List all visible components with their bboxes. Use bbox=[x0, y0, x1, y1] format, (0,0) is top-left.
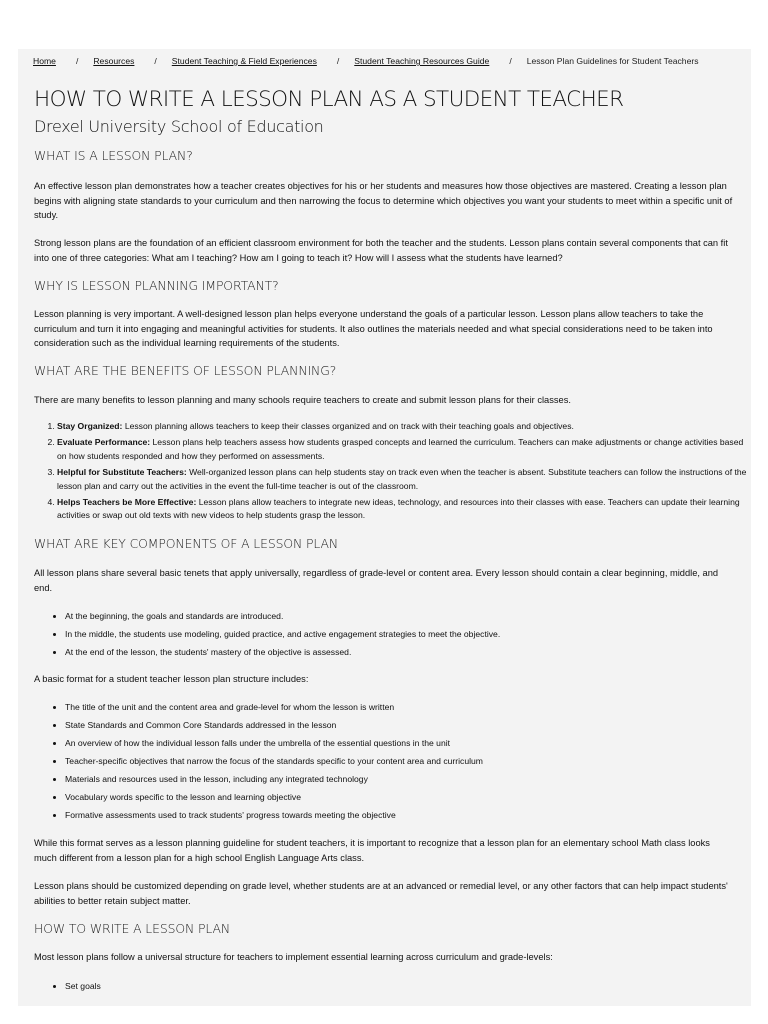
breadcrumb-student-teaching-link[interactable]: Student Teaching & Field Experiences bbox=[171, 56, 317, 66]
section-heading-components: WHAT ARE KEY COMPONENTS OF A LESSON PLAN bbox=[34, 536, 339, 551]
list-item bbox=[57, 420, 747, 433]
format-list bbox=[34, 701, 751, 827]
benefit-text: Well-organized lesson plans can help students stay on track even when the teacher is absent. Substitute teachers can follow the instructions of the lesson plan and carry out the activities in the event the full-time teacher is out of the classroom. bbox=[57, 467, 747, 491]
list-item: • Teacher-specific objectives that narrow the focus of the standards specific to your content area and curriculum bbox=[65, 755, 751, 767]
lesson-stages-list bbox=[34, 610, 751, 664]
section-heading-benefits: WHAT ARE THE BENEFITS OF LESSON PLANNING? bbox=[34, 363, 337, 378]
list-item: • At the end of the lesson, the students' mastery of the objective is assessed. bbox=[65, 646, 751, 658]
benefit-title: Evaluate Performance: bbox=[57, 437, 151, 448]
list-item: • Vocabulary words specific to the lesson and learning objective bbox=[65, 791, 751, 803]
benefit-text: Lesson plans allow teachers to integrate new ideas, technology, and resources into their classes with ease. Teachers can update their learning activities or swap out old texts with new videos to help students grasp the lesson. bbox=[57, 497, 740, 521]
breadcrumb-separator: / bbox=[336, 56, 340, 66]
list-item: • State Standards and Common Core Standards addressed in the lesson bbox=[65, 719, 751, 731]
section-heading-why: WHY IS LESSON PLANNING IMPORTANT? bbox=[34, 278, 279, 293]
breadcrumb-separator: / bbox=[154, 56, 157, 66]
how-to-intro: Most lesson plans follow a universal structure for teachers to implement essential learning across curriculum and grade-levels: bbox=[34, 952, 553, 962]
list-item: • The title of the unit and the content area and grade-level for whom the lesson is written bbox=[65, 701, 751, 713]
breadcrumb-home-link[interactable]: Home bbox=[33, 56, 56, 66]
page-title: HOW TO WRITE A LESSON PLAN AS A STUDENT TEACHER bbox=[34, 87, 624, 112]
list-item bbox=[57, 466, 747, 493]
breadcrumb bbox=[33, 56, 699, 66]
list-item: • In the middle, the students use modeling, guided practice, and active engagement strategies to meet the objective. bbox=[65, 628, 751, 640]
customization-paragraph: Lesson plans should be customized depending on grade level, whether students are at an advanced or remedial level, or any other factors that can help impact students' abilities to better retain subject matter. bbox=[34, 881, 728, 906]
breadcrumb-separator: / bbox=[509, 56, 512, 66]
breadcrumb-current-page: Lesson Plan Guidelines for Student Teachers bbox=[526, 56, 699, 66]
list-item bbox=[57, 496, 747, 523]
breadcrumb-separator: / bbox=[75, 56, 79, 66]
why-paragraph: Lesson planning is very important. A well-designed lesson plan helps everyone understand the goals of a particular lesson. Lesson plans allow teachers to take the curriculum and turn it into engaging and meaningful activities for students. It also outlines the materials needed and what special considerations need to be taken into consideration such as the individual learning requirements of the students. bbox=[34, 309, 713, 348]
format-intro: A basic format for a student teacher lesson plan structure includes: bbox=[34, 674, 309, 684]
breadcrumb-resources-link[interactable]: Resources bbox=[93, 56, 135, 66]
section-heading-what-is: WHAT IS A LESSON PLAN? bbox=[34, 148, 193, 163]
list-item: • Formative assessments used to track students' progress towards meeting the objective bbox=[65, 809, 751, 821]
benefit-title: Stay Organized: bbox=[57, 421, 123, 431]
benefit-text: Lesson planning allows teachers to keep their classes organized and on track with their teaching goals and objectives. bbox=[122, 421, 574, 431]
format-note-paragraph: While this format serves as a lesson planning guideline for student teachers, it is important to recognize that a lesson plan for an elementary school Math class looks much different from a lesson plan for a high school English Language Arts class. bbox=[34, 838, 710, 863]
benefit-title: Helps Teachers be More Effective: bbox=[57, 497, 197, 508]
how-to-steps-list bbox=[34, 980, 751, 998]
list-item: • Set goals bbox=[65, 980, 751, 992]
list-item bbox=[57, 436, 747, 463]
breadcrumb-resources-guide-link[interactable]: Student Teaching Resources Guide bbox=[354, 56, 490, 66]
benefits-list bbox=[34, 420, 747, 526]
list-item: • An overview of how the individual lesson falls under the umbrella of the essential questions in the unit bbox=[65, 737, 751, 749]
page-subtitle: Drexel University School of Education bbox=[34, 117, 324, 136]
what-is-paragraph-2: Strong lesson plans are the foundation of an efficient classroom environment for both the teacher and the students. Lesson plans contain several components that can fit into one of three categories: What am I teaching? How am I going to teach it? How will I assess what the students have learned? bbox=[34, 238, 728, 263]
benefits-intro: There are many benefits to lesson planning and many schools require teachers to create and submit lesson plans for their classes. bbox=[34, 395, 571, 405]
components-intro: All lesson plans share several basic tenets that apply universally, regardless of grade-level or content area. Every lesson should contain a clear beginning, middle, and end. bbox=[34, 568, 719, 593]
what-is-paragraph-1: An effective lesson plan demonstrates how a teacher creates objectives for his or her students and measures how those objectives are mastered. Creating a lesson plan begins with aligning state standards to your curriculum and then narrowing the focus to determine which objectives you want your students to meet within a specific unit of study. bbox=[34, 181, 733, 220]
benefit-title: Helpful for Substitute Teachers: bbox=[57, 467, 187, 478]
benefit-text: Lesson plans help teachers assess how students grasped concepts and learned the curriculum. Teachers can make adjustments or change activities based on how students responded and how they performed on assessments. bbox=[57, 437, 744, 461]
section-heading-how-to: HOW TO WRITE A LESSON PLAN bbox=[34, 921, 231, 936]
content-panel bbox=[18, 49, 751, 1006]
list-item: • Materials and resources used in the lesson, including any integrated technology bbox=[65, 773, 751, 785]
list-item: • At the beginning, the goals and standards are introduced. bbox=[65, 610, 751, 622]
